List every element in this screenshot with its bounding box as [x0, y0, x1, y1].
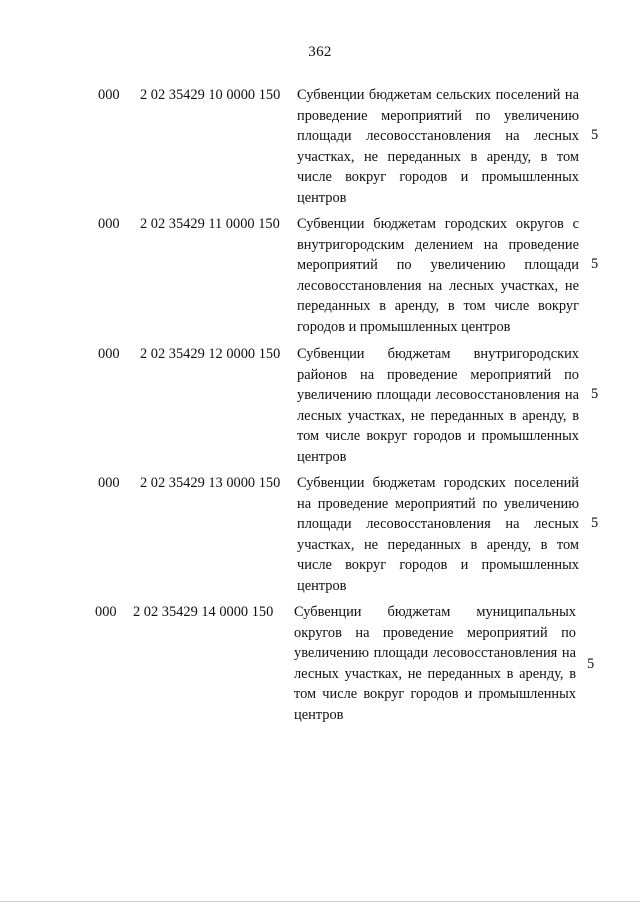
revenue-description: Субвенции бюджетам городских поселений на проведение мероприятий по увеличению площади лесовосстановления на лесных участках, не переданных в аренду, в том числе вокруг городов и промышленных центров: [297, 475, 579, 594]
amount-value: 5: [591, 515, 599, 531]
revenue-description: Субвенции бюджетам городских округов с внутригородским делением на проведение мероприятий по увеличению площади лесовосстановления на лесных участках, не переданных в аренду, в том числе вокруг городов и промышленных центров: [297, 216, 579, 335]
budget-classification-code: 2 02 35429 11 0000 150: [140, 216, 280, 232]
amount-value: 5: [587, 656, 595, 672]
budget-classification-code: 2 02 35429 10 0000 150: [140, 87, 281, 103]
budget-classification-code: 2 02 35429 14 0000 150: [133, 604, 274, 620]
budget-classification-code: 2 02 35429 12 0000 150: [140, 346, 281, 362]
budget-classification-code: 2 02 35429 13 0000 150: [140, 475, 281, 491]
revenue-description: Субвенции бюджетам сельских поселений на проведение мероприятий по увеличению площади лесовосстановления на лесных участках, не переданных в аренду, в том числе вокруг городов и промышленных центров: [297, 87, 579, 206]
revenue-description: Субвенции бюджетам внутригородских районов на проведение мероприятий по увеличению площади лесовосстановления на лесных участках, не переданных в аренду, в том числе вокруг городов и промышленных центров: [297, 346, 579, 465]
amount-value: 5: [591, 127, 599, 143]
admin-code: 000: [98, 346, 120, 362]
admin-code: 000: [98, 216, 120, 232]
amount-value: 5: [591, 256, 599, 272]
scan-edge-divider: [0, 901, 640, 902]
page-number: 362: [308, 44, 332, 60]
revenue-description: Субвенции бюджетам муниципальных округов на проведение мероприятий по увеличению площади лесовосстановления на лесных участках, не переданных в аренду, в том числе вокруг городов и промышленных центров: [294, 604, 576, 723]
admin-code: 000: [98, 87, 120, 103]
admin-code: 000: [98, 475, 120, 491]
admin-code: 000: [95, 604, 117, 620]
amount-value: 5: [591, 386, 599, 402]
